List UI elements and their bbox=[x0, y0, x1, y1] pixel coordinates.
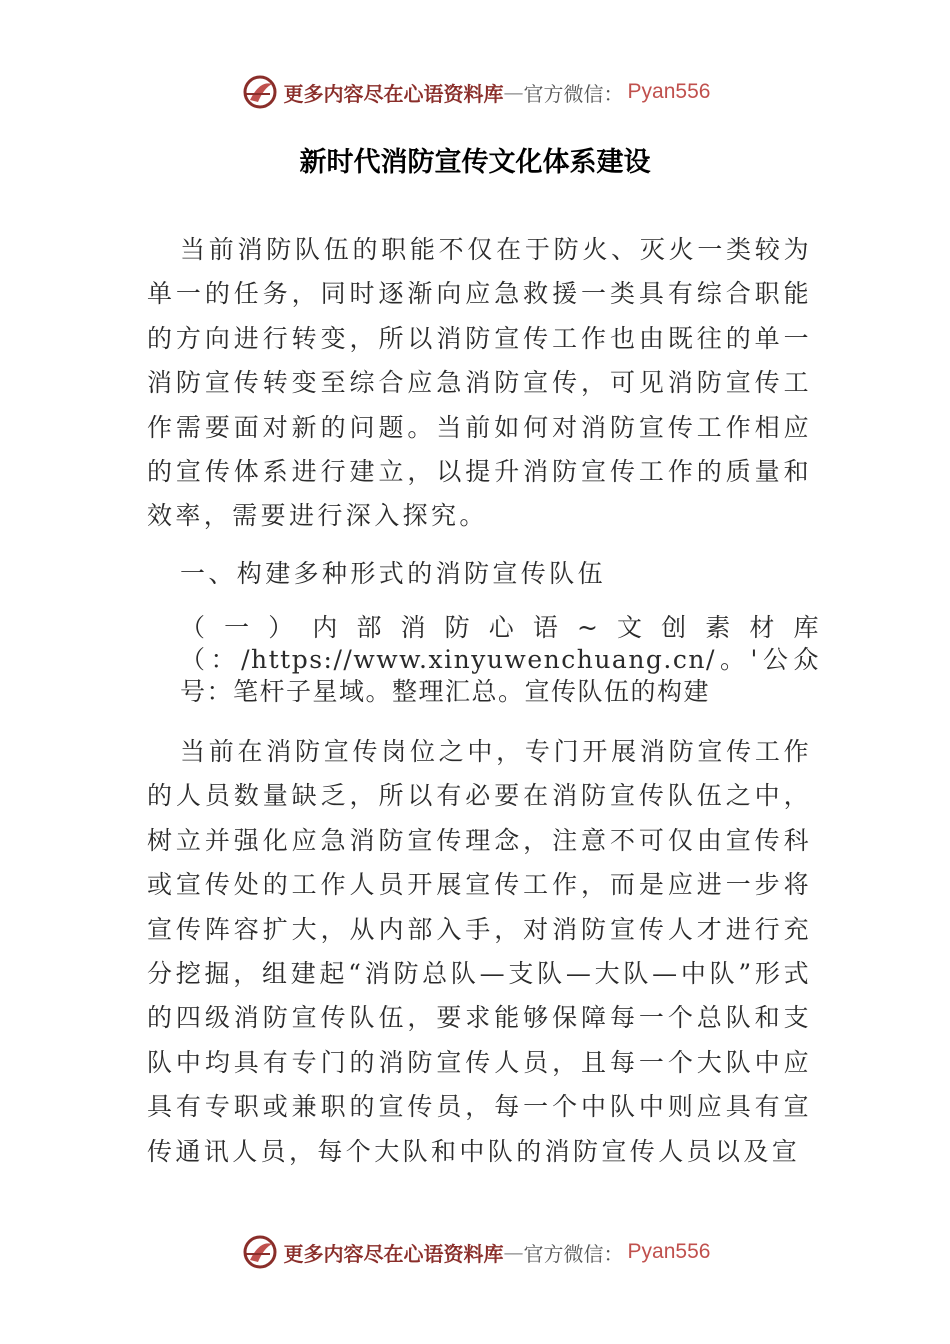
subsection-heading-1-text: （一）内部消防心语~文创素材库（：/https://www.xinyuwenchuang.cn/。'公众号：笔杆子星域。整理汇总。宣传队伍的构建 bbox=[180, 613, 820, 706]
section-heading-1 bbox=[147, 552, 812, 596]
banner-brand-text: 更多内容尽在心语资料库 bbox=[283, 1241, 504, 1266]
banner-wechat-id: Pyan556 bbox=[627, 80, 711, 103]
footer-watermark-banner bbox=[0, 1230, 950, 1274]
banner-wechat-id: Pyan556 bbox=[627, 1240, 711, 1263]
paragraph-intro-text: 当前消防队伍的职能不仅在于防火、灭火一类较为单一的任务，同时逐渐向应急救援一类具有综合职能的方向进行转变，所以消防宣传工作也由既往的单一消防宣传转变至综合应急消防宣传，可见消防宣传工作需要面对新的问题。当前如何对消防宣传工作相应的宣传体系进行建立，以提升消防宣传工作的质量和效率，需要进行深入探究。 bbox=[147, 235, 812, 531]
brand-logo-icon bbox=[240, 1232, 280, 1272]
header-watermark-banner bbox=[0, 70, 950, 114]
brand-logo-icon bbox=[240, 72, 280, 112]
section-heading-1-text: 一、构建多种形式的消防宣传队伍 bbox=[180, 559, 607, 588]
banner-wechat-label: 官方微信： bbox=[523, 1241, 624, 1266]
banner-separator: — bbox=[503, 1240, 524, 1264]
document-title: 新时代消防宣传文化体系建设 bbox=[299, 147, 651, 178]
banner-wechat-label: 官方微信： bbox=[523, 81, 624, 106]
subsection-heading-1 bbox=[180, 612, 820, 708]
paragraph-intro bbox=[147, 228, 812, 539]
paragraph-team-text: 当前在消防宣传岗位之中，专门开展消防宣传工作的人员数量缺乏，所以有必要在消防宣传队伍之中，树立并强化应急消防宣传理念，注意不可仅由宣传科或宣传处的工作人员开展宣传工作，而是应进一步将宣传阵容扩大，从内部入手，对消防宣传人才进行充分挖掘，组建起“消防总队—支队—大队—中队”形式的四级消防宣传队伍，要求能够保障每一个总队和支队中均具有专门的消防宣传人员，且每一个大队中应具有专职或兼职的宣传员，每一个中队中则应具有宣传通讯人员，每个大队和中队的消防宣传人员以及宣 bbox=[147, 737, 812, 1166]
banner-brand-text: 更多内容尽在心语资料库 bbox=[283, 81, 504, 106]
banner-separator: — bbox=[503, 80, 524, 104]
paragraph-team bbox=[147, 730, 812, 1174]
